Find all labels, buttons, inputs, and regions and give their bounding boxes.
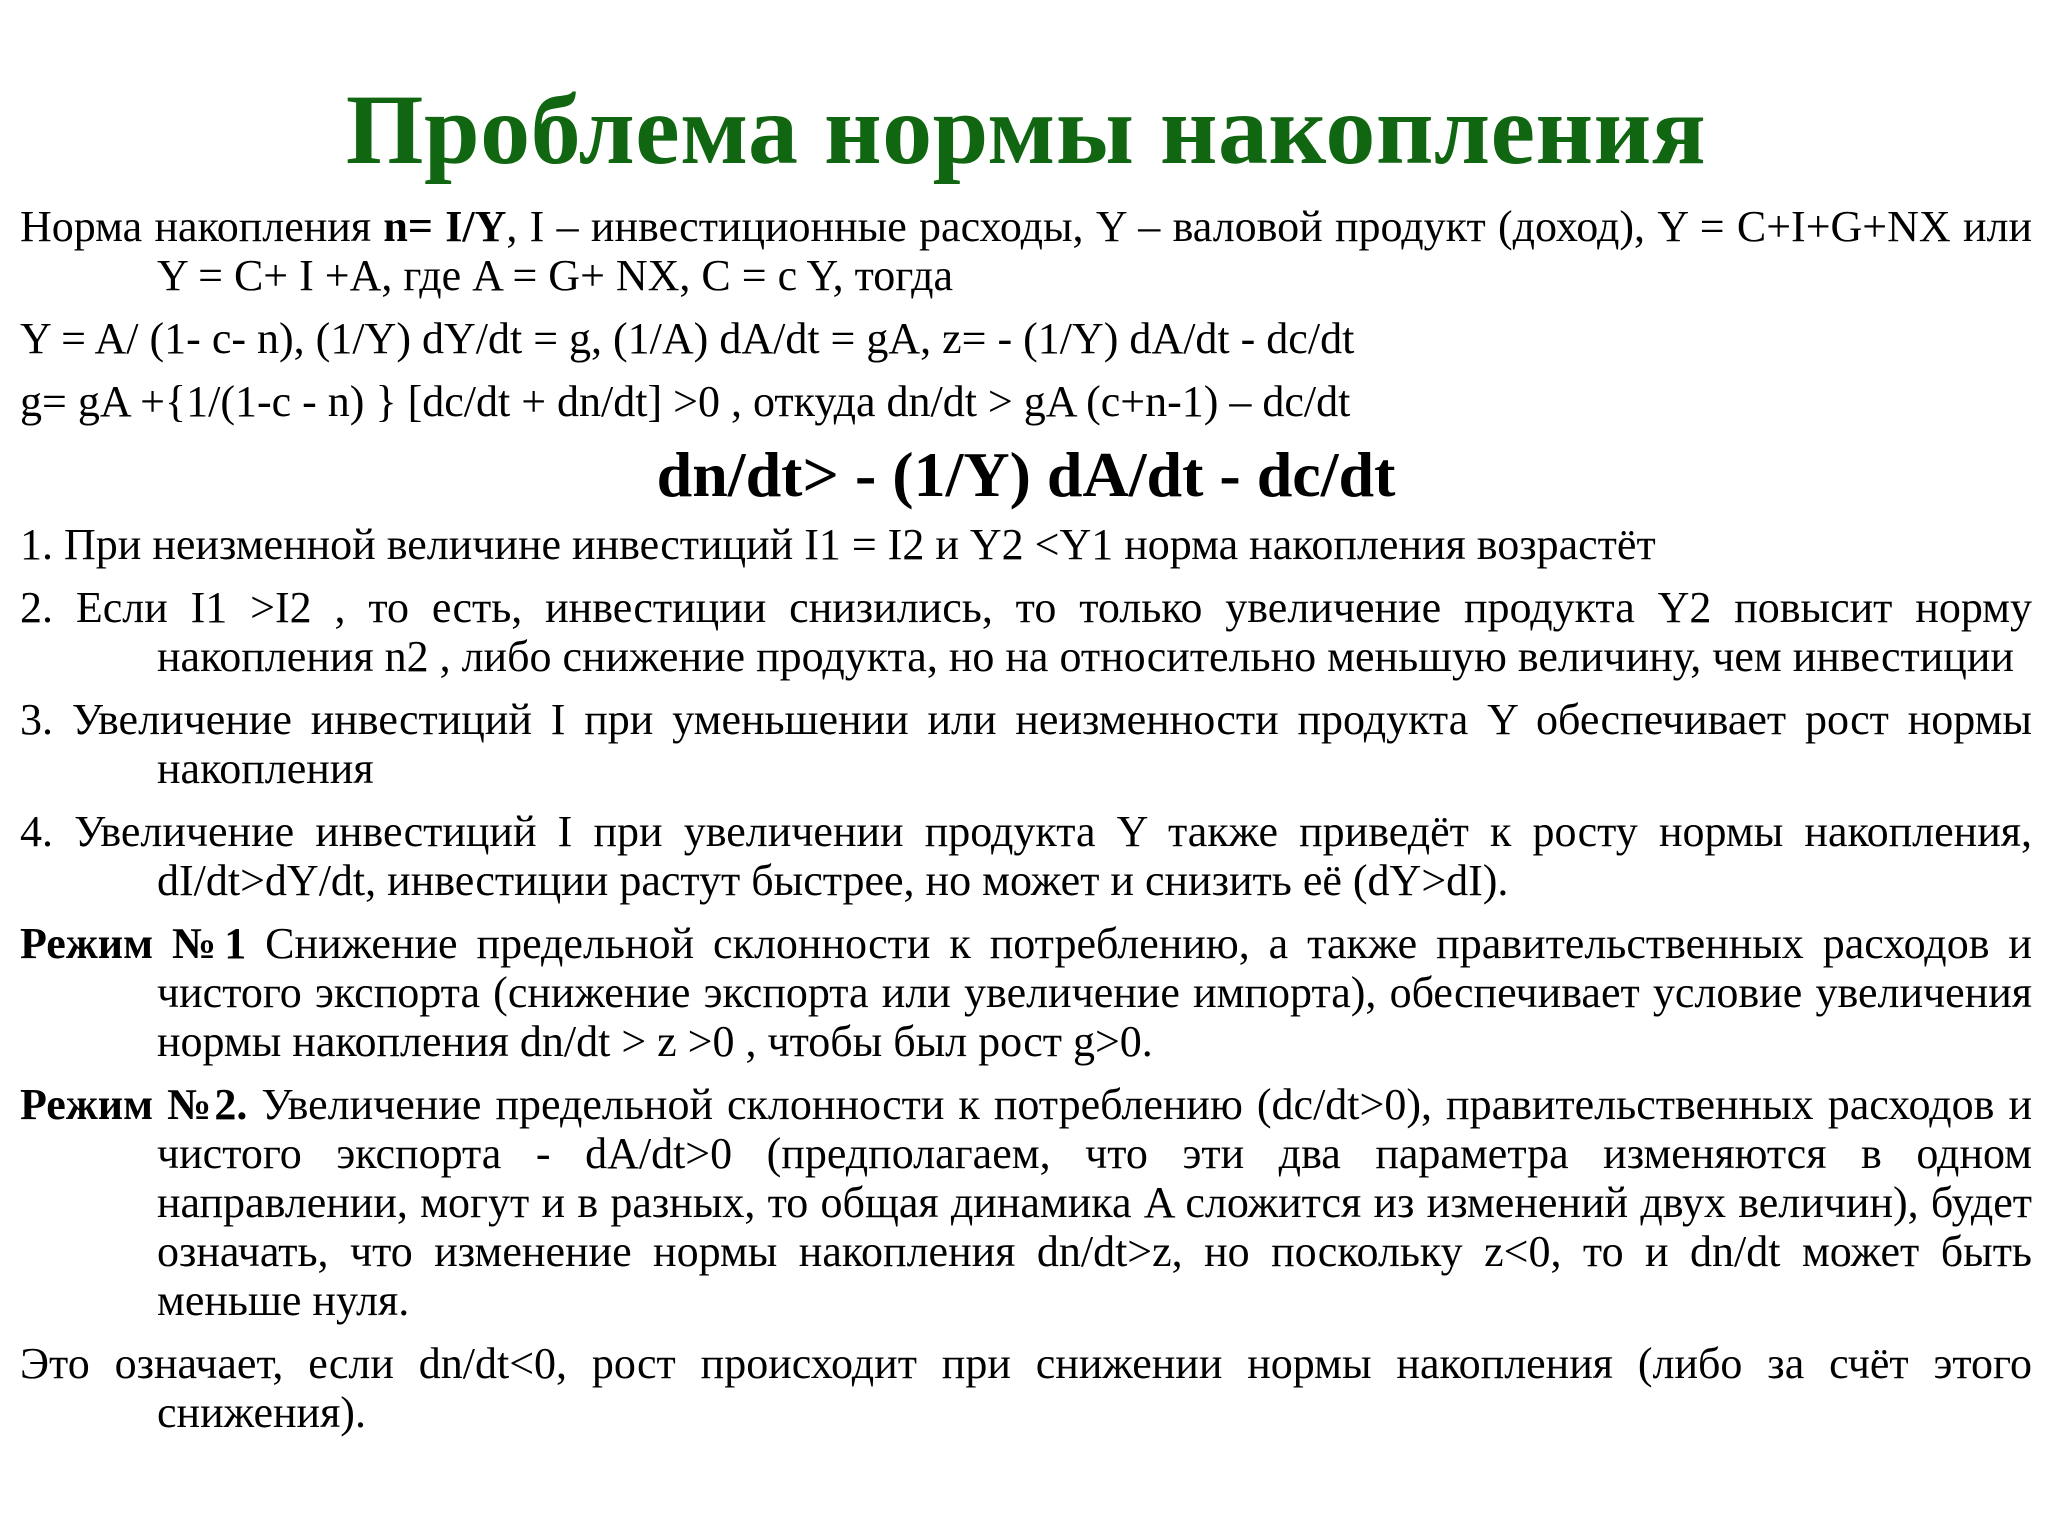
intro-paragraph	[20, 202, 2032, 300]
point-3: 3. Увеличение инвестиций I при уменьшении или неизменности продукта Y обеспечивает рост нормы накопления	[20, 695, 2032, 793]
mode-1-label: Режим №1	[20, 919, 247, 968]
mode-1-text: Снижение предельной склонности к потреблению, а также правительственных расходов и чистого экспорта (снижение экспорта или увеличение импорта), обеспечивает условие увеличения нормы накопления dn/dt > z >0 , чтобы был рост g>0.	[157, 919, 2032, 1066]
formula-line-1: Y = A/ (1- c- n), (1/Y) dY/dt = g, (1/A) dA/dt = gA, z= - (1/Y) dA/dt - dc/dt	[20, 314, 1355, 363]
mode-2-paragraph	[20, 1080, 2032, 1325]
intro-text-end: , I – инвестиционные расходы, Y – валовой продукт (доход), Y = C+I+G+NX или Y = C+ I +A, где A = G+ NX, C = c Y, тогда	[157, 202, 2033, 300]
intro-text-start: Норма накопления	[20, 202, 384, 251]
mode-1-paragraph	[20, 919, 2032, 1066]
formula-line-2: g= gA +{1/(1-c - n) } [dc/dt + dn/dt] >0 , откуда dn/dt > gA (c+n-1) – dc/dt	[20, 377, 1351, 426]
point-1: 1. При неизменной величине инвестиций I1 = I2 и Y2 <Y1 норма накопления возрастёт	[20, 520, 1656, 569]
point-2: 2. Если I1 >I2 , то есть, инвестиции снизились, то только увеличение продукта Y2 повысит норму накопления n2 , либо снижение продукта, но на относительно меньшую величину, чем инвестиции	[20, 583, 2032, 681]
slide-title: Проблема нормы накопления	[345, 74, 1707, 185]
intro-formula: n= I/Y	[383, 202, 507, 251]
mode-2-text: Увеличение предельной склонности к потреблению (dc/dt>0), правительственных расходов и чистого экспорта - dA/dt>0 (предполагаем, что эти два параметра изменяются в одном направлении, могут и в разных, то общая динамика A сложится из изменений двух величин), будет означать, что изменение нормы накопления dn/dt>z, но поскольку z<0, то и dn/dt может быть меньше нуля.	[157, 1080, 2032, 1325]
mode-2-label: Режим №2.	[20, 1080, 248, 1129]
point-4: 4. Увеличение инвестиций I при увеличении продукта Y также приведёт к росту нормы накопления, dI/dt>dY/dt, инвестиции растут быстрее, но может и снизить её (dY>dI).	[20, 807, 2032, 905]
main-formula: dn/dt> - (1/Y) dA/dt - dc/dt	[656, 439, 1396, 510]
conclusion-paragraph: Это означает, если dn/dt<0, рост происходит при снижении нормы накопления (либо за счёт этого снижения).	[20, 1339, 2032, 1437]
